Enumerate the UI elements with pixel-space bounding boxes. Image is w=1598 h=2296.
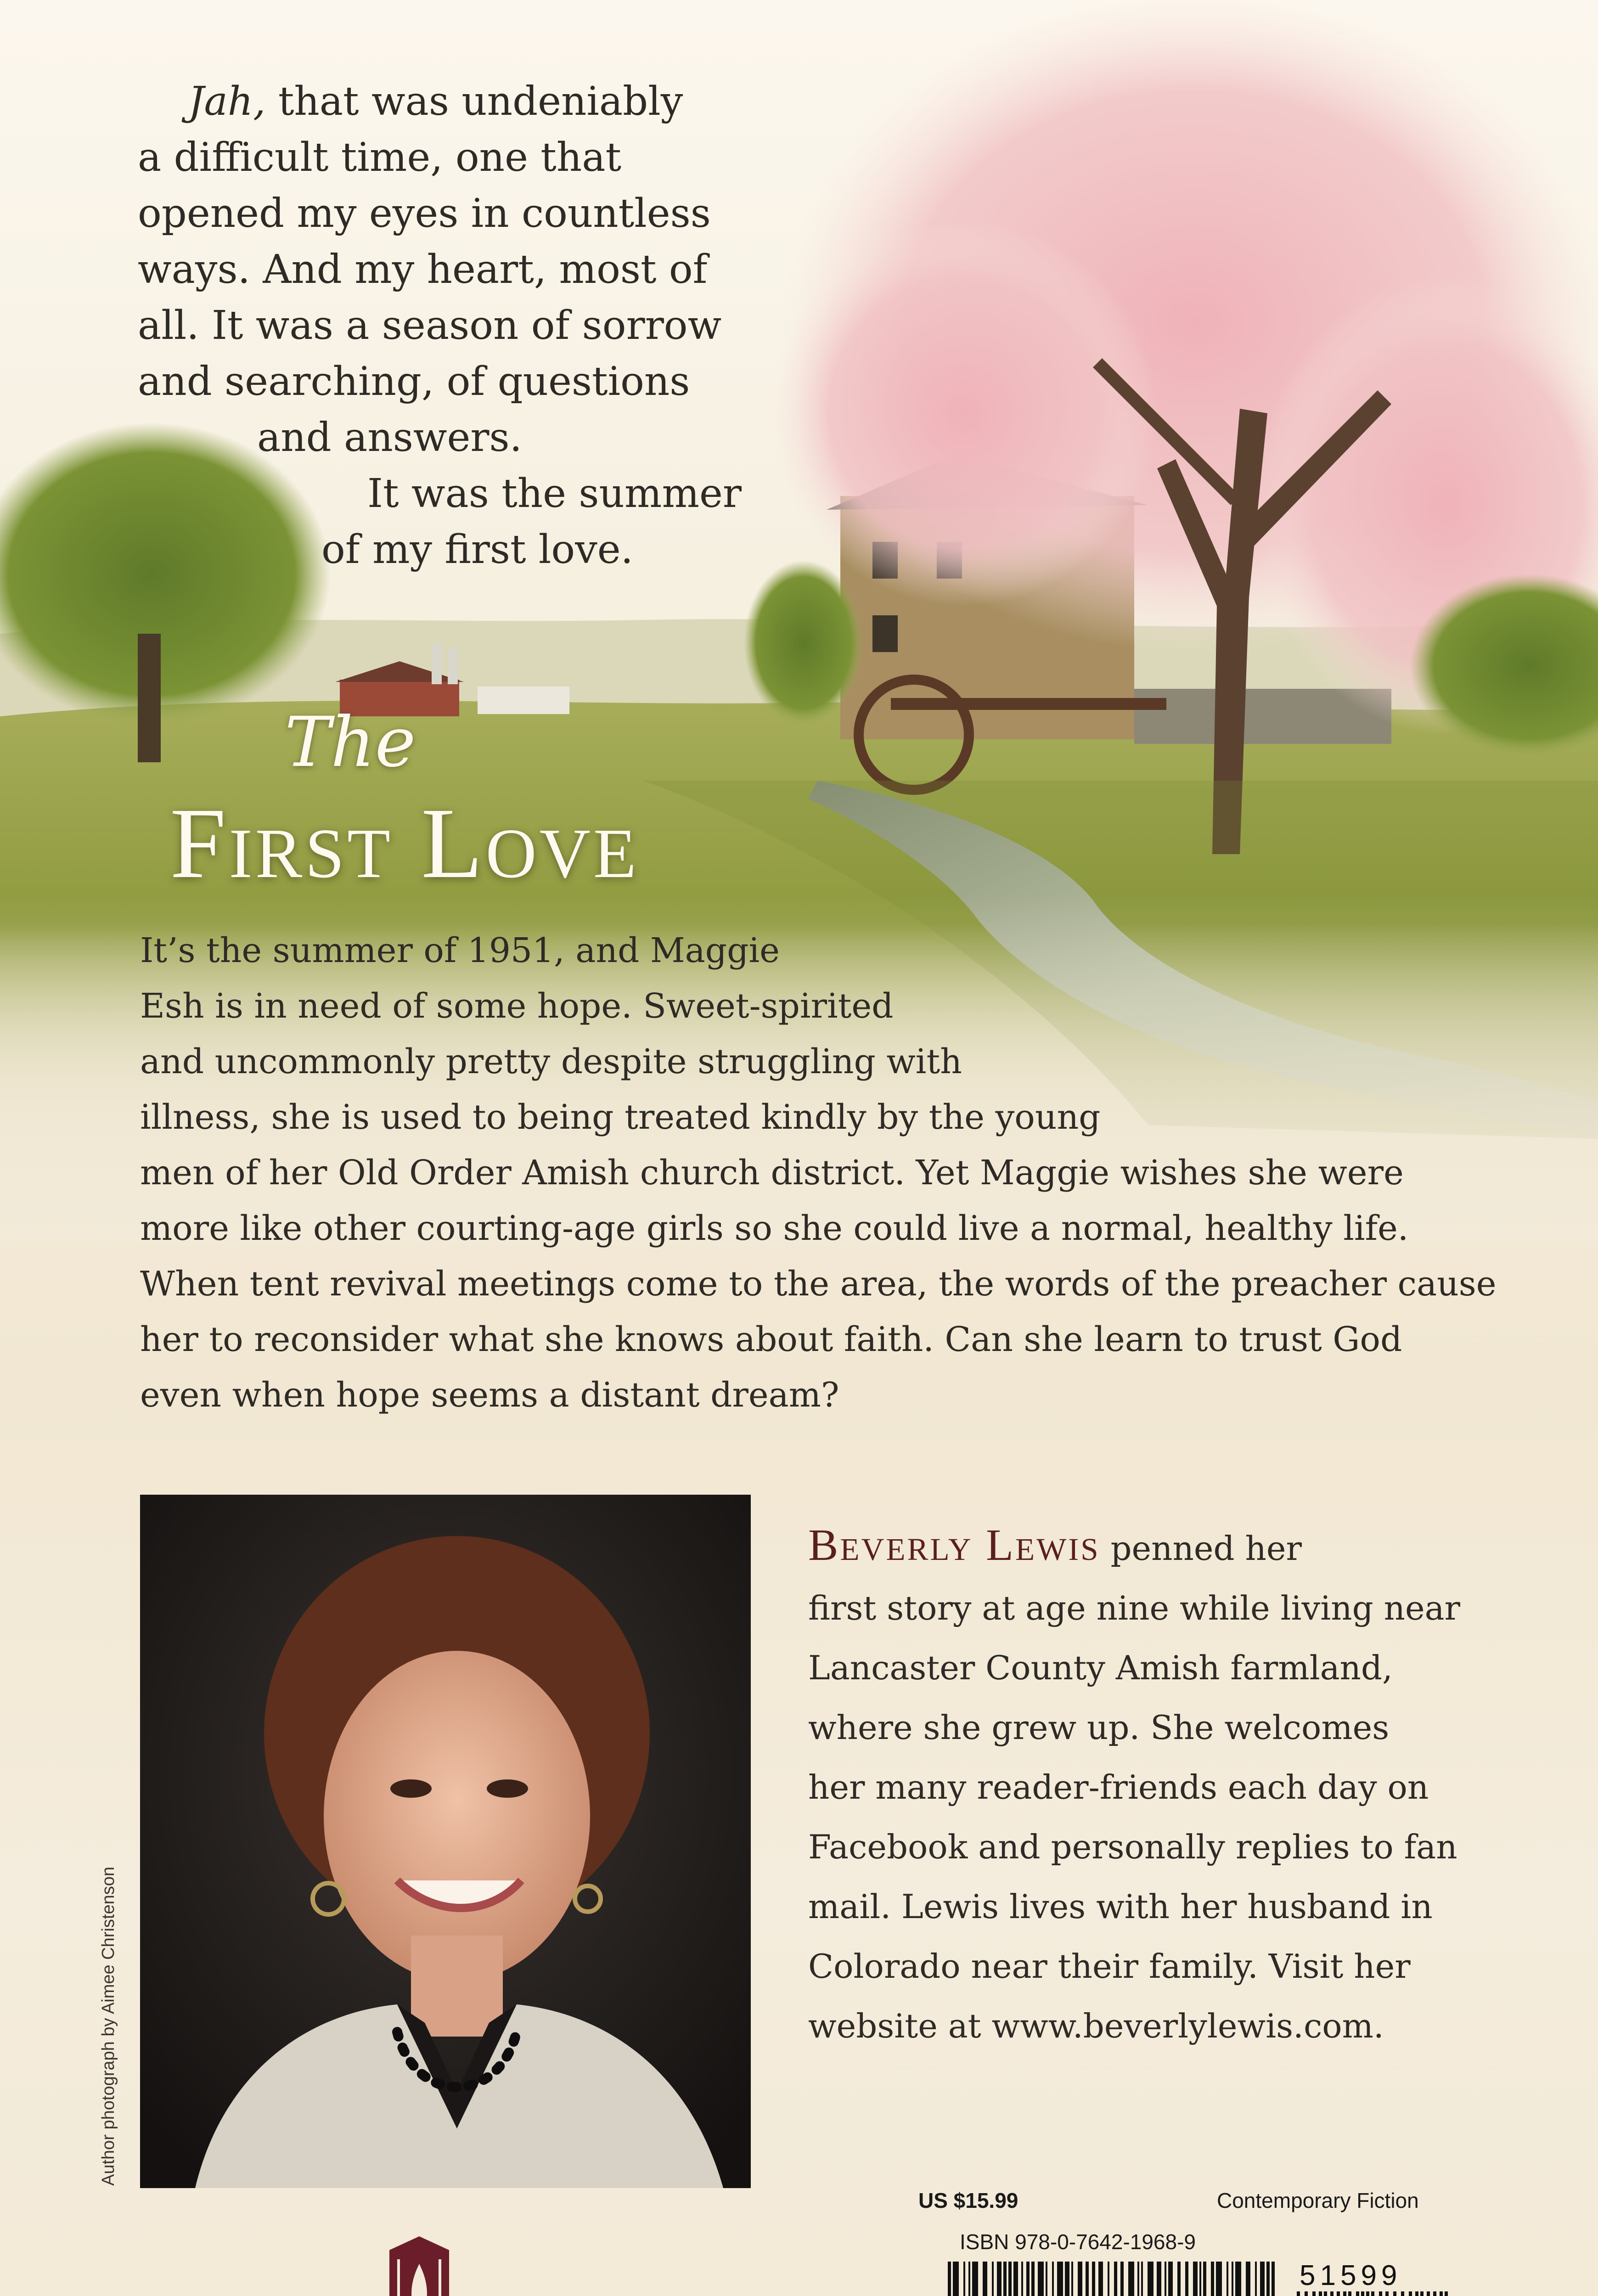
photo-credit: Author photograph by Aimee Christenson <box>99 1867 118 2186</box>
genre-category: Contemporary Fiction <box>1217 2189 1419 2212</box>
bio-line: Facebook and personally replies to fan <box>808 1828 1457 1866</box>
opening-quote <box>138 73 742 578</box>
author-name: Beverly Lewis <box>808 1520 1100 1570</box>
author-photo <box>140 1495 751 2188</box>
ean-barcode <box>946 2262 1277 2296</box>
synopsis-line: Esh is in need of some hope. Sweet-spirited <box>140 986 894 1026</box>
quote-line: a difficult time, one that <box>138 135 622 180</box>
quote-line: and searching, of questions <box>138 359 690 405</box>
author-bio <box>808 1515 1525 2056</box>
quote-line: Jah, that was undeniably <box>188 79 683 124</box>
bio-line: where she grew up. She welcomes <box>808 1708 1390 1747</box>
quote-italic-word: Jah, <box>188 79 266 124</box>
synopsis-line: men of her Old Order Amish church district. Yet Maggie wishes she were <box>140 1153 1404 1193</box>
synopsis-line: illness, she is used to being treated kindly by the young <box>140 1097 1101 1137</box>
bio-line: Beverly Lewis penned her <box>808 1520 1302 1570</box>
addon-barcode <box>1295 2291 1451 2296</box>
quote-line: opened my eyes in countless <box>138 191 711 236</box>
synopsis-line: more like other courting-age girls so she could live a normal, healthy life. <box>140 1209 1409 1248</box>
quote-line: of my first love. <box>321 527 634 573</box>
quote-line: and answers. <box>257 415 522 461</box>
quote-line: ways. And my heart, most of <box>138 247 708 293</box>
synopsis-line: When tent revival meetings come to the area, the words of the preacher cause <box>140 1264 1497 1304</box>
book-title-article: The <box>285 703 416 782</box>
bio-line: her many reader-friends each day on <box>808 1768 1429 1806</box>
book-title: First Love <box>170 787 639 899</box>
synopsis-line: and uncommonly pretty despite struggling with <box>140 1042 962 1081</box>
bethany-house-logo-icon <box>385 2232 454 2296</box>
bio-line: Lancaster County Amish farmland, <box>808 1649 1393 1687</box>
book-synopsis <box>140 923 1497 1423</box>
bio-line: first story at age nine while living near <box>808 1589 1460 1627</box>
barcode-addon-digits: 51599 <box>1300 2260 1402 2291</box>
quote-line: It was the summer <box>367 471 742 517</box>
synopsis-line: It’s the summer of 1951, and Maggie <box>140 931 780 970</box>
synopsis-line: even when hope seems a distant dream? <box>140 1375 839 1415</box>
price: US $15.99 <box>918 2189 1018 2212</box>
bio-line: Colorado near their family. Visit her <box>808 1947 1411 1986</box>
bio-line: website at www.beverlylewis.com. <box>808 2007 1384 2045</box>
quote-line: all. It was a season of sorrow <box>138 303 722 349</box>
isbn: ISBN 978-0-7642-1968-9 <box>960 2230 1196 2254</box>
synopsis-line: her to reconsider what she knows about faith. Can she learn to trust God <box>140 1320 1402 1359</box>
bio-line: mail. Lewis lives with her husband in <box>808 1887 1433 1926</box>
